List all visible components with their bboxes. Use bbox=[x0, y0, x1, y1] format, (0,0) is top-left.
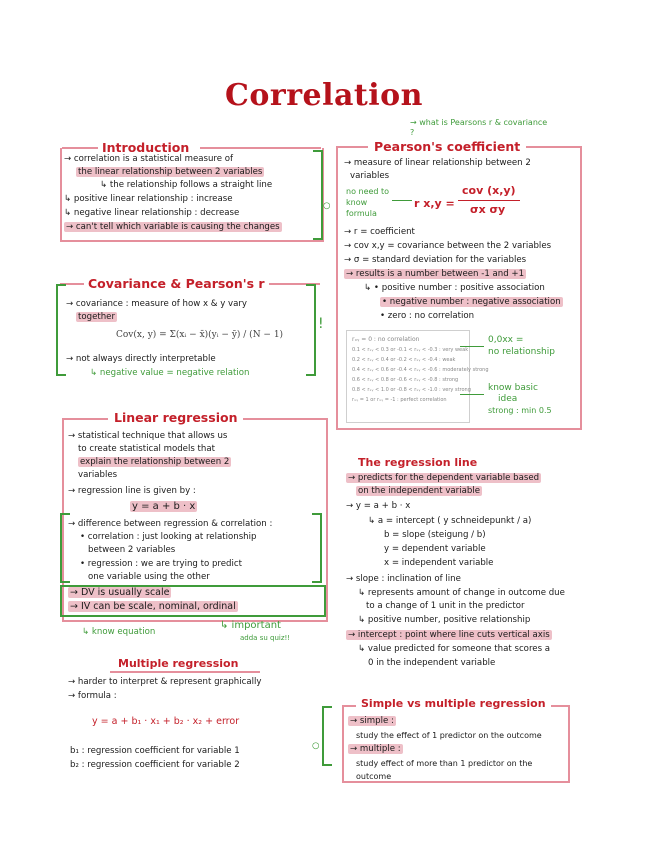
green-note-line: 0,0xx = bbox=[488, 335, 524, 345]
linear-equation-hl: y = a + b · x bbox=[132, 501, 196, 512]
linear-line: • regression : we are trying to predict bbox=[80, 559, 242, 569]
linear-note: adda su quiz!! bbox=[240, 634, 291, 642]
covariance-heading: Covariance & Pearson's r bbox=[84, 276, 269, 291]
regline-line: to a change of 1 unit in the predictor bbox=[366, 601, 525, 611]
regline-line-hl: on the independent variable bbox=[358, 486, 480, 496]
covariance-formula: Cov(x, y) = Σ(xᵢ − x̄)(yᵢ − ȳ) / (N − 1) bbox=[116, 330, 284, 340]
pearson-line-hl: • negative number : negative association bbox=[382, 297, 561, 307]
intro-bracket-dot: ○ bbox=[323, 201, 331, 211]
linear-line: between 2 variables bbox=[88, 545, 176, 555]
linear-equation bbox=[130, 500, 197, 513]
table-row: rₓᵧ = 0 : no correlation bbox=[352, 336, 420, 343]
linear-line: one variable using the other bbox=[88, 572, 210, 582]
linear-line-hl: → IV can be scale, nominal, ordinal bbox=[70, 601, 236, 612]
linear-note: ↳ know equation bbox=[82, 627, 156, 637]
regline-line bbox=[356, 485, 482, 498]
intro-line: ↳ positive linear relationship : increase bbox=[64, 194, 233, 204]
regline-line: → slope : inclination of line bbox=[346, 574, 461, 584]
linear-note: ↳ important bbox=[220, 620, 281, 631]
intro-line: → correlation is a statistical measure of bbox=[64, 154, 234, 164]
intro-heading: Introduction bbox=[102, 140, 190, 155]
intro-line: ↳ the relationship follows a straight line bbox=[100, 180, 273, 190]
simple-bracket bbox=[322, 706, 332, 766]
pearson-line: → σ = standard deviation for the variables bbox=[344, 255, 527, 265]
regline-line bbox=[346, 472, 541, 485]
pearson-line: ↳ • positive number : positive association bbox=[364, 283, 545, 293]
simple-heading: Simple vs multiple regression bbox=[356, 697, 551, 710]
regline-line: b = slope (steigung / b) bbox=[384, 530, 486, 540]
intro-line-hl: → can't tell which variable is causing the changes bbox=[66, 222, 280, 232]
cov-line: → covariance : measure of how x & y vary bbox=[66, 299, 248, 309]
multiple-line: b₂ : regression coefficient for variable 2 bbox=[70, 760, 240, 770]
side-note-line: formula bbox=[346, 209, 377, 218]
linear-line: → difference between regression & correlation : bbox=[68, 519, 273, 529]
simple-line bbox=[348, 715, 396, 728]
simple-line: outcome bbox=[356, 772, 392, 781]
table-arrow-2 bbox=[460, 394, 484, 395]
multiple-heading: Multiple regression bbox=[118, 657, 239, 670]
simple-line-hl: → multiple : bbox=[350, 744, 401, 754]
regline-line: ↳ positive number, positive relationship bbox=[358, 615, 531, 625]
linear-line bbox=[68, 600, 238, 613]
regline-line: ↳ represents amount of change in outcome due bbox=[358, 588, 565, 598]
correlation-strength-table bbox=[346, 330, 489, 423]
intro-line-hl: the linear relationship between 2 variables bbox=[78, 167, 263, 177]
multiple-formula: y = a + b₁ · x₁ + b₂ · x₂ + error bbox=[92, 716, 240, 727]
table-row: rₓᵧ = 1 or rₓᵧ = -1 : perfect correlation bbox=[352, 397, 447, 403]
simple-line: study the effect of 1 predictor on the outcome bbox=[356, 731, 542, 740]
linear-line: variables bbox=[78, 470, 118, 480]
regline-line: 0 in the independent variable bbox=[368, 658, 496, 668]
regline-line: y = dependent variable bbox=[384, 544, 486, 554]
regline-heading: The regression line bbox=[358, 456, 478, 469]
intro-line bbox=[76, 166, 264, 179]
green-note-line: know basic bbox=[488, 383, 539, 393]
regline-line: → y = a + b · x bbox=[346, 501, 411, 511]
linear-heading: Linear regression bbox=[108, 410, 243, 425]
pearson-formula-den: σx σy bbox=[470, 203, 506, 216]
linear-line-hl: explain the relationship between 2 bbox=[80, 457, 230, 467]
simple-line-hl: → simple : bbox=[350, 716, 394, 726]
regline-line: ↳ a = intercept ( y schneidepunkt / a) bbox=[368, 516, 532, 526]
cov-line: → not always directly interpretable bbox=[66, 354, 216, 364]
pearson-line bbox=[380, 296, 563, 309]
side-note-line: no need to bbox=[346, 187, 390, 196]
page-title: Correlation bbox=[225, 78, 423, 113]
table-row: 0.2 < rₓᵧ < 0.4 or -0.2 < rₓᵧ < -0.4 : weak bbox=[352, 357, 456, 363]
intro-bracket bbox=[313, 150, 323, 240]
multiple-line: → formula : bbox=[68, 691, 117, 701]
linear-line: • correlation : just looking at relationship bbox=[80, 532, 257, 542]
green-note bbox=[488, 334, 555, 358]
pearson-line: → r = coefficient bbox=[344, 227, 415, 237]
intro-frame-top-right bbox=[200, 147, 321, 149]
regline-line-hl: → intercept : point where line cuts vertical axis bbox=[348, 630, 550, 640]
pearson-heading: Pearson's coefficient bbox=[368, 139, 526, 154]
simple-line: study effect of more than 1 predictor on the bbox=[356, 759, 533, 768]
simple-bracket-dot: ○ bbox=[312, 741, 320, 751]
green-note-line: no relationship bbox=[488, 347, 555, 357]
table-row: 0.1 < rₓᵧ < 0.3 or -0.1 < rₓᵧ < -0.3 : very weak bbox=[352, 347, 469, 353]
linear-line: → regression line is given by : bbox=[68, 486, 196, 496]
linear-line bbox=[68, 586, 171, 599]
covariance-bracket-left bbox=[56, 284, 66, 376]
cov-bang: ! bbox=[318, 316, 324, 332]
simple-line bbox=[348, 743, 403, 756]
side-arrow bbox=[392, 200, 412, 201]
cov-line: ↳ negative value = negative relation bbox=[90, 368, 250, 378]
pearson-line-hl: → results is a number between -1 and +1 bbox=[346, 269, 525, 279]
pearson-fraction-bar bbox=[458, 200, 520, 201]
regline-line: ↳ value predicted for someone that scores a bbox=[358, 644, 551, 654]
linear-line: to create statistical models that bbox=[78, 444, 216, 454]
pearson-side-note bbox=[346, 186, 389, 219]
linear-line-hl: → DV is usually scale bbox=[70, 587, 170, 598]
regline-line-hl: → predicts for the dependent variable based bbox=[348, 473, 540, 483]
green-note-line: strong : min 0.5 bbox=[488, 406, 552, 415]
regline-line: x = independent variable bbox=[384, 558, 494, 568]
table-row: 0.8 < rₓᵧ < 1.0 or -0.8 < rₓᵧ < -1.0 : very strong bbox=[352, 387, 471, 393]
pearson-question: → what is Pearsons r & covariance ? bbox=[410, 118, 548, 137]
pearson-line: variables bbox=[350, 171, 390, 181]
linear-bracket-right bbox=[312, 513, 322, 583]
table-row: 0.4 < rₓᵧ < 0.6 or -0.4 < rₓᵧ < -0.6 : moderately strong bbox=[352, 367, 489, 373]
pearson-line bbox=[344, 268, 526, 281]
green-note-line: idea bbox=[498, 394, 518, 404]
cov-line-hl: together bbox=[78, 312, 116, 322]
pearson-formula-num: cov (x,y) bbox=[462, 184, 516, 197]
linear-line: → statistical technique that allows us bbox=[68, 431, 228, 441]
pearson-line: • zero : no correlation bbox=[380, 311, 475, 321]
multiple-heading-underline bbox=[110, 671, 260, 673]
intro-line: ↳ negative linear relationship : decrease bbox=[64, 208, 240, 218]
linear-line bbox=[78, 456, 231, 469]
pearson-formula-left: r x,y = bbox=[414, 197, 455, 210]
regline-line bbox=[346, 629, 552, 642]
multiple-line: b₁ : regression coefficient for variable 1 bbox=[70, 746, 240, 756]
covariance-bracket-right bbox=[306, 284, 316, 376]
cov-line bbox=[76, 311, 117, 324]
side-note-line: know bbox=[346, 198, 368, 207]
pearson-line: → cov x,y = covariance between the 2 variables bbox=[344, 241, 552, 251]
intro-frame-top-left bbox=[62, 147, 98, 149]
green-note bbox=[488, 383, 552, 416]
table-row: 0.6 < rₓᵧ < 0.8 or -0.6 < rₓᵧ < -0.8 : strong bbox=[352, 377, 459, 383]
intro-line bbox=[64, 221, 282, 234]
pearson-line: → measure of linear relationship between 2 bbox=[344, 158, 531, 168]
multiple-line: → harder to interpret & represent graphically bbox=[68, 677, 262, 687]
table-arrow-1 bbox=[460, 346, 484, 347]
